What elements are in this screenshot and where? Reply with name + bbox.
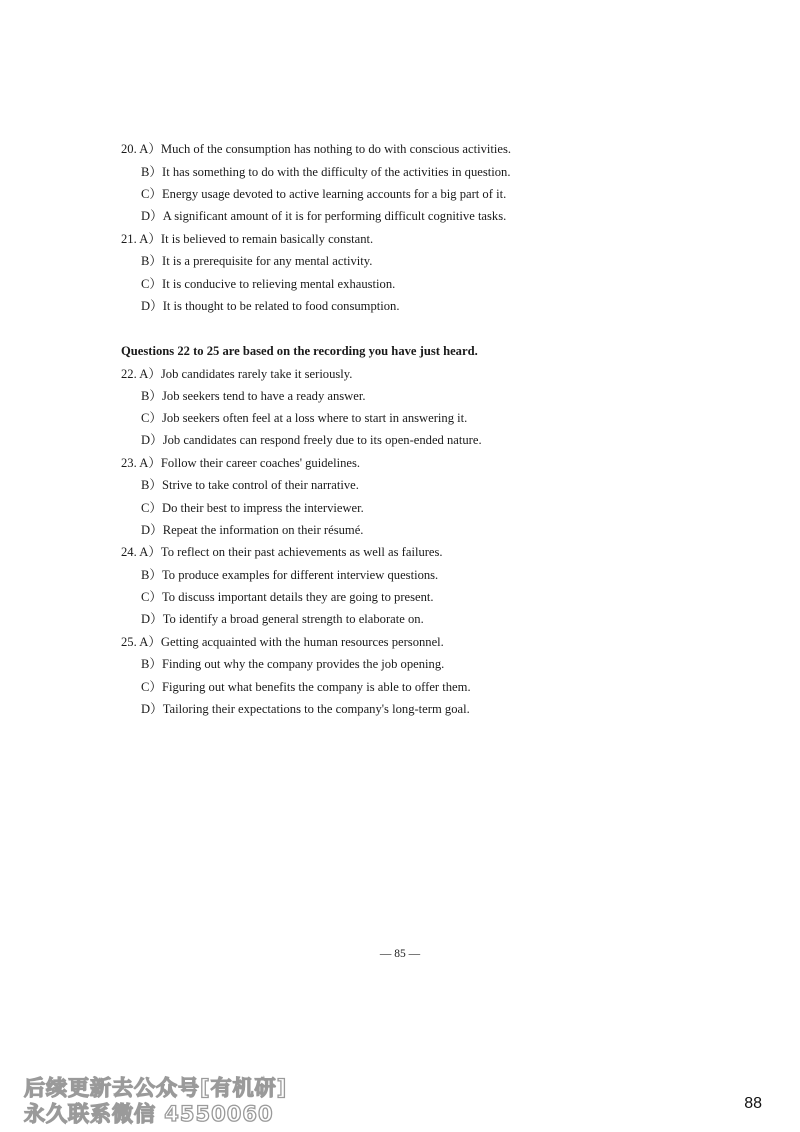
watermark-line-2: 永久联系微信 4550060 bbox=[24, 1102, 274, 1126]
question-22-option-c: C）Job seekers often feel at a loss where to start in answering it. bbox=[141, 411, 468, 425]
question-22-option-d: D）Job candidates can respond freely due to its open-ended nature. bbox=[141, 433, 482, 447]
option-text: A）Much of the consumption has nothing to do with conscious activities. bbox=[139, 142, 512, 156]
question-20-option-d: D）A significant amount of it is for performing difficult cognitive tasks. bbox=[141, 209, 507, 223]
question-25-option-d: D）Tailoring their expectations to the company's long-term goal. bbox=[141, 702, 470, 716]
page-number: — 85 — bbox=[379, 948, 421, 960]
question-20-option-a bbox=[121, 141, 511, 157]
question-23-option-b: B）Strive to take control of their narrative. bbox=[141, 478, 359, 492]
watermark bbox=[24, 1075, 287, 1127]
question-22-option-b: B）Job seekers tend to have a ready answer. bbox=[141, 389, 366, 403]
question-number: 21. bbox=[121, 232, 137, 246]
question-number: 25. bbox=[121, 635, 137, 649]
question-24-option-a bbox=[121, 544, 443, 560]
option-text: A）Follow their career coaches' guidelines. bbox=[139, 456, 361, 470]
question-21-option-c: C）It is conducive to relieving mental exhaustion. bbox=[141, 277, 396, 291]
corner-page-number: 88 bbox=[744, 1095, 762, 1112]
question-23-option-d: D）Repeat the information on their résumé. bbox=[141, 523, 364, 537]
question-23-option-a bbox=[121, 455, 360, 471]
question-25-option-a bbox=[121, 634, 444, 650]
option-text: A）It is believed to remain basically constant. bbox=[139, 232, 374, 246]
watermark-line-1: 后续更新去公众号[有机研] bbox=[24, 1076, 288, 1100]
question-21-option-d: D）It is thought to be related to food consumption. bbox=[141, 299, 400, 313]
question-25-option-b: B）Finding out why the company provides the job opening. bbox=[141, 657, 445, 671]
question-number: 22. bbox=[121, 367, 137, 381]
option-text: A）Getting acquainted with the human resources personnel. bbox=[139, 635, 444, 649]
question-24-option-d: D）To identify a broad general strength to elaborate on. bbox=[141, 612, 424, 626]
question-20-option-c: C）Energy usage devoted to active learning accounts for a big part of it. bbox=[141, 187, 507, 201]
question-21-option-a bbox=[121, 231, 373, 247]
section-heading: Questions 22 to 25 are based on the recording you have just heard. bbox=[121, 344, 478, 358]
option-text: A）To reflect on their past achievements as well as failures. bbox=[139, 545, 443, 559]
question-number: 23. bbox=[121, 456, 137, 470]
question-24-option-c: C）To discuss important details they are going to present. bbox=[141, 590, 434, 604]
question-22-option-a bbox=[121, 366, 352, 382]
question-24-option-b: B）To produce examples for different interview questions. bbox=[141, 568, 439, 582]
question-25-option-c: C）Figuring out what benefits the company is able to offer them. bbox=[141, 680, 471, 694]
question-number: 20. bbox=[121, 142, 137, 156]
option-text: A）Job candidates rarely take it seriously. bbox=[139, 367, 353, 381]
question-20-option-b: B）It has something to do with the difficulty of the activities in question. bbox=[141, 165, 511, 179]
question-21-option-b: B）It is a prerequisite for any mental activity. bbox=[141, 254, 373, 268]
question-number: 24. bbox=[121, 545, 137, 559]
question-23-option-c: C）Do their best to impress the interviewer. bbox=[141, 501, 364, 515]
